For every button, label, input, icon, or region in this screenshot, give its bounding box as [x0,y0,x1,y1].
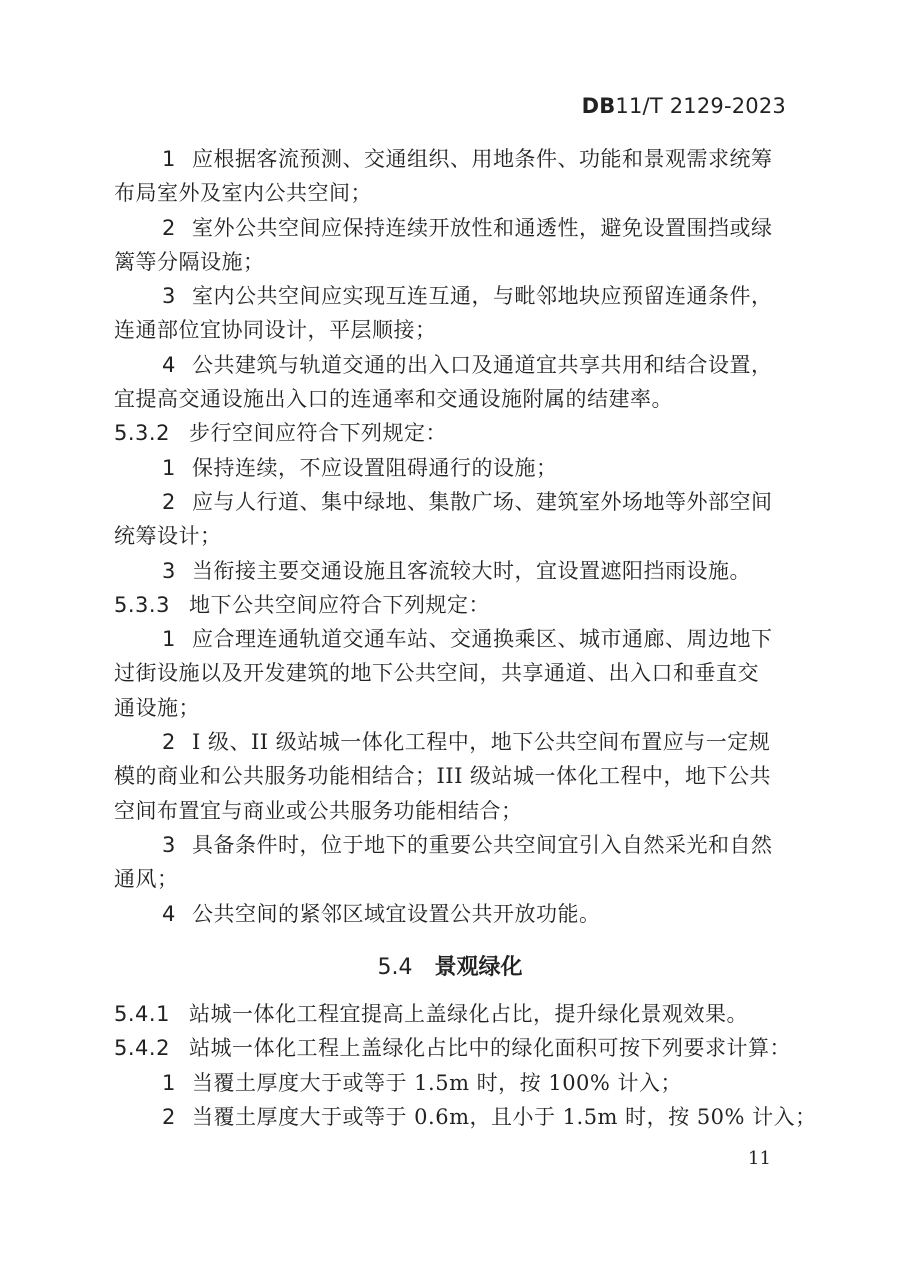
standard-prefix: DB [581,94,616,118]
list-item-continuation: 统筹设计； [114,524,222,549]
list-item: 3 室内公共空间应实现互连互通，与毗邻地块应预留连通条件， [162,284,773,309]
list-item: 4 公共建筑与轨道交通的出入口及通道宜共享共用和结合设置， [162,352,773,377]
list-item-continuation: 通风； [114,867,179,892]
list-item: 3 具备条件时，位于地下的重要公共空间宜引入自然采光和自然 [162,832,773,857]
list-item-continuation: 布局室外及室内公共空间； [114,181,372,206]
list-item-continuation: 宜提高交通设施出入口的连通率和交通设施附属的结建率。 [114,387,673,412]
list-item: 2 应与人行道、集中绿地、集散广场、建筑室外场地等外部空间 [162,489,773,514]
list-item: 2 I 级、II 级站城一体化工程中，地下公共空间布置应与一定规 [162,730,771,755]
list-item-continuation: 通设施； [114,695,200,720]
list-item: 2 当覆土厚度大于或等于 0.6m，且小于 1.5m 时，按 50% 计入； [162,1104,817,1129]
clause-5-3-3: 5.3.3 地下公共空间应符合下列规定： [114,592,490,617]
list-item-continuation: 过街设施以及开发建筑的地下公共空间，共享通道、出入口和垂直交 [114,661,759,686]
section-heading-5-4: 5.4 景观绿化 [377,955,523,980]
list-item: 4 公共空间的紧邻区域宜设置公共开放功能。 [162,901,601,926]
clause-5-4-2: 5.4.2 站城一体化工程上盖绿化占比中的绿化面积可按下列要求计算： [114,1036,791,1061]
list-item: 1 保持连续，不应设置阻碍通行的设施； [162,455,558,480]
list-item-continuation: 连通部位宜协同设计，平层顺接； [114,318,437,343]
list-item: 1 应根据客流预测、交通组织、用地条件、功能和景观需求统筹 [162,147,773,171]
list-item: 3 当衔接主要交通设施且客流较大时，宜设置遮阳挡雨设施。 [162,558,751,583]
list-item-continuation: 模的商业和公共服务功能相结合；III 级站城一体化工程中，地下公共 [114,764,772,789]
standard-code [582,94,786,118]
page-number: 11 [748,1148,771,1169]
list-item: 1 应合理连通轨道交通车站、交通换乘区、城市通廊、周边地下 [162,627,773,652]
section-5-4-body [114,997,817,1134]
list-item: 2 室外公共空间应保持连续开放性和通透性，避免设置围挡或绿 [162,215,773,240]
standard-number: 11/T 2129-2023 [615,94,786,118]
list-item-continuation: 空间布置宜与商业或公共服务功能相结合； [114,798,523,823]
clause-5-4-1: 5.4.1 站城一体化工程宜提高上盖绿化占比，提升绿化景观效果。 [114,1002,748,1026]
section-5-3-body [114,142,789,931]
clause-5-3-2: 5.3.2 步行空间应符合下列规定： [114,421,447,446]
list-item: 1 当覆土厚度大于或等于 1.5m 时，按 100% 计入； [162,1070,683,1095]
list-item-continuation: 篱等分隔设施； [114,249,265,274]
